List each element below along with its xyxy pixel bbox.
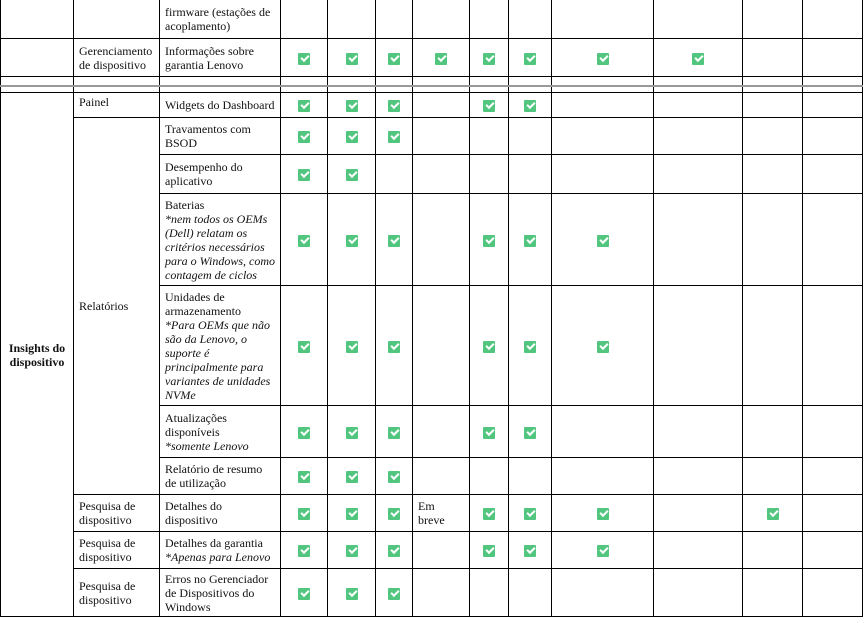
support-cell	[803, 406, 863, 458]
support-cell	[743, 532, 803, 569]
support-cell	[376, 118, 413, 155]
support-cell	[552, 532, 654, 569]
subcategory-label: Pesquisa de dispositivo	[79, 536, 136, 564]
support-cell	[281, 118, 328, 155]
separator-cell	[509, 77, 552, 87]
checkbox-checked-icon	[388, 131, 400, 143]
checkbox-checked-icon	[298, 471, 310, 483]
checkbox-checked-icon	[435, 53, 447, 65]
support-cell	[803, 155, 863, 194]
support-cell	[470, 458, 509, 495]
support-cell	[803, 194, 863, 286]
checkbox-checked-icon	[483, 341, 495, 353]
subcategory-cell	[74, 93, 160, 118]
support-cell	[376, 155, 413, 194]
table-row	[1, 569, 863, 617]
feature-cell	[160, 194, 281, 286]
category-label: Insights do dispositivo	[8, 340, 66, 369]
support-cell	[413, 532, 470, 569]
feature-cell	[160, 532, 281, 569]
support-cell	[552, 0, 654, 39]
checkbox-checked-icon	[388, 341, 400, 353]
support-cell	[376, 406, 413, 458]
support-cell	[509, 118, 552, 155]
feature-name: Erros no Gerenciador de Dispositivos do Windows	[165, 571, 269, 614]
support-cell	[654, 458, 743, 495]
table-row	[1, 0, 863, 39]
checkbox-checked-icon	[483, 427, 495, 439]
feature-cell	[160, 495, 281, 532]
separator-cell	[413, 77, 470, 87]
feature-name: Travamentos com BSOD	[165, 122, 251, 150]
support-cell	[803, 286, 863, 406]
support-cell	[413, 93, 470, 118]
support-cell	[413, 194, 470, 286]
feature-name: Baterias	[165, 197, 205, 212]
feature-name: Desempenho do aplicativo	[165, 160, 243, 188]
support-cell	[281, 569, 328, 617]
checkbox-checked-icon	[346, 471, 358, 483]
support-cell	[654, 286, 743, 406]
support-cell	[413, 458, 470, 495]
checkbox-checked-icon	[346, 508, 358, 520]
support-cell	[654, 569, 743, 617]
support-cell	[743, 39, 803, 77]
feature-name: firmware (estações de acoplamento)	[165, 5, 271, 33]
table-row	[1, 77, 863, 87]
table-row	[1, 532, 863, 569]
support-cell	[470, 39, 509, 77]
feature-cell	[160, 0, 281, 39]
checkbox-checked-icon	[524, 341, 536, 353]
feature-cell	[160, 458, 281, 495]
feature-note: *Apenas para Lenovo	[165, 550, 271, 564]
feature-cell	[160, 93, 281, 118]
separator-cell	[470, 77, 509, 87]
checkbox-checked-icon	[524, 100, 536, 112]
support-cell	[470, 532, 509, 569]
support-cell	[654, 495, 743, 532]
support-cell	[376, 194, 413, 286]
feature-cell	[160, 569, 281, 617]
separator-cell	[743, 77, 803, 87]
support-cell	[552, 495, 654, 532]
table-row	[1, 495, 863, 532]
separator-cell	[74, 77, 160, 87]
subcategory-cell	[74, 39, 160, 77]
support-cell	[509, 155, 552, 194]
subcategory-label: Pesquisa de dispositivo	[79, 499, 136, 527]
subcategory-label: Gerenciamento de dispositivo	[79, 43, 153, 72]
support-cell	[470, 155, 509, 194]
support-cell	[413, 155, 470, 194]
feature-cell	[160, 118, 281, 155]
checkbox-checked-icon	[597, 508, 609, 520]
support-cell	[654, 0, 743, 39]
support-cell	[552, 286, 654, 406]
support-cell	[328, 458, 376, 495]
support-cell	[743, 118, 803, 155]
checkbox-checked-icon	[483, 100, 495, 112]
table-row	[1, 39, 863, 77]
support-cell	[328, 569, 376, 617]
separator-cell	[1, 77, 74, 87]
support-cell	[413, 39, 470, 77]
feature-note: *nem todos os OEMs (Dell) relatam os critérios necessários para o Windows, como contagem de ciclos	[165, 211, 276, 282]
support-cell	[552, 458, 654, 495]
checkbox-checked-icon	[597, 341, 609, 353]
support-cell	[552, 569, 654, 617]
checkbox-checked-icon	[524, 508, 536, 520]
table-row	[1, 93, 863, 118]
support-cell	[328, 155, 376, 194]
support-cell	[413, 0, 470, 39]
support-cell	[743, 495, 803, 532]
support-cell	[803, 93, 863, 118]
support-cell	[654, 39, 743, 77]
support-cell	[803, 0, 863, 39]
checkbox-checked-icon	[597, 235, 609, 247]
support-cell	[743, 194, 803, 286]
separator-cell	[803, 77, 863, 87]
support-cell	[376, 93, 413, 118]
subcategory-cell	[74, 118, 160, 495]
support-cell	[743, 0, 803, 39]
checkbox-checked-icon	[346, 235, 358, 247]
support-cell	[281, 532, 328, 569]
support-cell	[470, 286, 509, 406]
checkbox-checked-icon	[346, 588, 358, 600]
support-cell	[743, 458, 803, 495]
feature-cell	[160, 39, 281, 77]
checkbox-checked-icon	[524, 53, 536, 65]
support-cell	[743, 406, 803, 458]
support-cell	[376, 495, 413, 532]
checkbox-checked-icon	[298, 588, 310, 600]
support-cell	[470, 495, 509, 532]
checkbox-checked-icon	[388, 508, 400, 520]
checkbox-checked-icon	[298, 427, 310, 439]
support-cell	[328, 93, 376, 118]
support-cell	[654, 93, 743, 118]
support-cell	[328, 532, 376, 569]
checkbox-checked-icon	[483, 235, 495, 247]
category-cell	[1, 0, 74, 39]
support-cell	[509, 194, 552, 286]
support-cell	[654, 194, 743, 286]
support-cell	[470, 0, 509, 39]
support-cell	[743, 569, 803, 617]
checkbox-checked-icon	[483, 508, 495, 520]
support-cell	[281, 495, 328, 532]
support-cell	[328, 118, 376, 155]
support-cell	[281, 286, 328, 406]
checkbox-checked-icon	[346, 427, 358, 439]
checkbox-checked-icon	[388, 53, 400, 65]
checkbox-checked-icon	[483, 545, 495, 557]
support-cell	[509, 495, 552, 532]
feature-cell	[160, 155, 281, 194]
support-cell	[803, 458, 863, 495]
support-cell	[509, 532, 552, 569]
subcategory-label: Painel	[79, 95, 109, 109]
support-cell	[281, 0, 328, 39]
support-cell	[281, 155, 328, 194]
feature-note: *Para OEMs que não são da Lenovo, o suporte é principalmente para variantes de unidades NVMe	[165, 317, 271, 402]
support-cell	[803, 569, 863, 617]
checkbox-checked-icon	[483, 53, 495, 65]
subcategory-cell	[74, 569, 160, 617]
feature-name: Unidades de armazenamento	[165, 289, 241, 318]
support-cell	[509, 286, 552, 406]
support-cell	[376, 569, 413, 617]
support-cell	[328, 286, 376, 406]
support-cell	[552, 118, 654, 155]
checkbox-checked-icon	[524, 235, 536, 247]
support-cell	[509, 406, 552, 458]
separator-cell	[552, 77, 654, 87]
checkbox-checked-icon	[692, 53, 704, 65]
support-cell	[413, 286, 470, 406]
support-cell	[509, 569, 552, 617]
feature-name: Widgets do Dashboard	[165, 98, 275, 112]
support-cell	[376, 458, 413, 495]
support-cell	[803, 118, 863, 155]
support-cell	[281, 39, 328, 77]
support-cell	[654, 118, 743, 155]
checkbox-checked-icon	[298, 341, 310, 353]
checkbox-checked-icon	[346, 100, 358, 112]
support-cell	[509, 93, 552, 118]
checkbox-checked-icon	[767, 508, 779, 520]
support-cell	[413, 495, 470, 532]
support-cell	[413, 569, 470, 617]
support-cell	[328, 39, 376, 77]
feature-cell	[160, 286, 281, 406]
support-cell	[413, 406, 470, 458]
category-cell	[1, 93, 74, 617]
support-cell	[376, 0, 413, 39]
checkbox-checked-icon	[298, 53, 310, 65]
checkbox-checked-icon	[524, 545, 536, 557]
support-cell	[470, 406, 509, 458]
support-cell	[281, 194, 328, 286]
support-cell	[552, 194, 654, 286]
support-cell	[509, 0, 552, 39]
checkbox-checked-icon	[388, 100, 400, 112]
support-cell	[470, 118, 509, 155]
separator-cell	[376, 77, 413, 87]
feature-name: Detalhes do dispositivo	[165, 499, 222, 527]
feature-name: Informações sobre garantia Lenovo	[165, 43, 254, 72]
feature-cell	[160, 406, 281, 458]
checkbox-checked-icon	[298, 508, 310, 520]
checkbox-checked-icon	[388, 235, 400, 247]
category-cell	[1, 39, 74, 77]
separator-cell	[654, 77, 743, 87]
support-cell	[509, 458, 552, 495]
subcategory-cell	[74, 495, 160, 532]
subcategory-label: Pesquisa de dispositivo	[79, 578, 136, 607]
separator-cell	[160, 77, 281, 87]
support-cell	[376, 39, 413, 77]
status-text: Em breve	[418, 499, 445, 527]
support-cell	[413, 118, 470, 155]
checkbox-checked-icon	[346, 545, 358, 557]
checkbox-checked-icon	[597, 545, 609, 557]
checkbox-checked-icon	[346, 341, 358, 353]
checkbox-checked-icon	[298, 131, 310, 143]
support-cell	[470, 93, 509, 118]
support-cell	[803, 495, 863, 532]
support-cell	[803, 39, 863, 77]
support-cell	[281, 93, 328, 118]
support-cell	[328, 495, 376, 532]
support-cell	[281, 406, 328, 458]
support-cell	[654, 406, 743, 458]
support-cell	[743, 93, 803, 118]
support-cell	[328, 406, 376, 458]
feature-note: *somente Lenovo	[165, 438, 249, 453]
support-cell	[552, 155, 654, 194]
support-cell	[470, 194, 509, 286]
separator-cell	[281, 77, 328, 87]
support-cell	[470, 569, 509, 617]
support-cell	[328, 194, 376, 286]
support-cell	[654, 155, 743, 194]
separator-cell	[328, 77, 376, 87]
checkbox-checked-icon	[346, 53, 358, 65]
support-cell	[803, 532, 863, 569]
support-cell	[552, 93, 654, 118]
checkbox-checked-icon	[388, 471, 400, 483]
support-cell	[743, 155, 803, 194]
support-cell	[552, 39, 654, 77]
support-cell	[509, 39, 552, 77]
support-cell	[376, 286, 413, 406]
checkbox-checked-icon	[388, 545, 400, 557]
subcategory-label: Relatórios	[79, 299, 129, 313]
checkbox-checked-icon	[388, 427, 400, 439]
feature-name: Detalhes da garantia	[165, 536, 263, 550]
checkbox-checked-icon	[298, 235, 310, 247]
table-row	[1, 118, 863, 155]
checkbox-checked-icon	[298, 545, 310, 557]
checkbox-checked-icon	[388, 588, 400, 600]
feature-name: Relatório de resumo de utilização	[165, 462, 263, 490]
checkbox-checked-icon	[597, 53, 609, 65]
feature-name: Atualizações disponíveis	[165, 410, 227, 439]
support-cell	[552, 406, 654, 458]
subcategory-cell	[74, 0, 160, 39]
subcategory-cell	[74, 532, 160, 569]
checkbox-checked-icon	[298, 100, 310, 112]
checkbox-checked-icon	[524, 427, 536, 439]
support-cell	[654, 532, 743, 569]
checkbox-checked-icon	[298, 169, 310, 181]
support-cell	[328, 0, 376, 39]
checkbox-checked-icon	[346, 131, 358, 143]
support-cell	[281, 458, 328, 495]
support-cell	[743, 286, 803, 406]
checkbox-checked-icon	[346, 169, 358, 181]
support-cell	[376, 532, 413, 569]
